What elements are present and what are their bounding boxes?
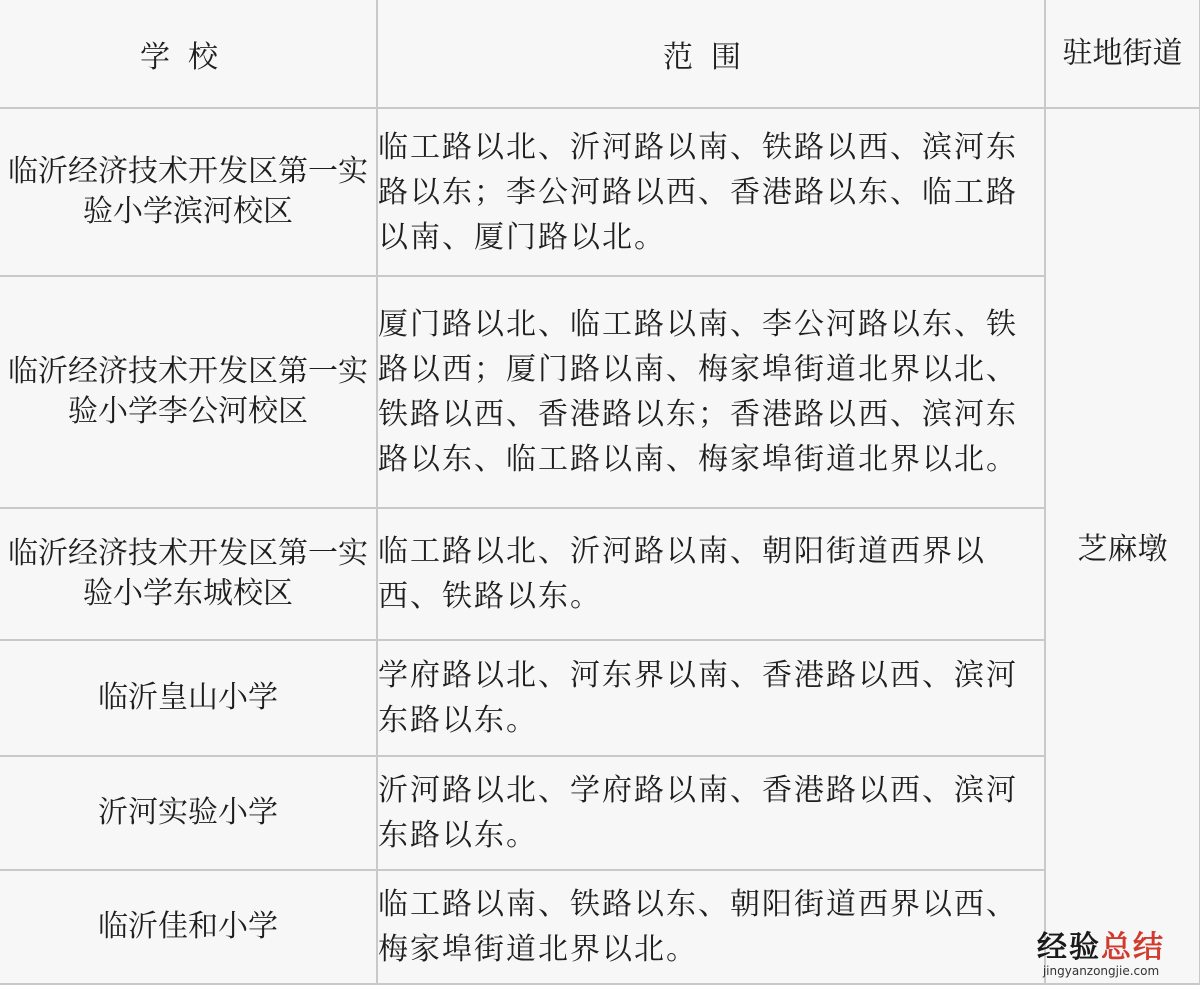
table-row (0, 508, 1200, 640)
range-text: 沂河路以北、学府路以南、香港路以西、滨河东路以东。 (377, 756, 1045, 870)
header-school: 学校 (0, 0, 377, 108)
school-name: 临沂经济技术开发区第一实验小学李公河校区 (0, 276, 377, 508)
header-range: 范围 (377, 0, 1045, 108)
table-row (0, 276, 1200, 508)
header-street: 驻地街道 (1045, 0, 1200, 108)
header-row (0, 0, 1200, 108)
school-name: 沂河实验小学 (0, 756, 377, 870)
table-row (0, 756, 1200, 870)
range-text: 学府路以北、河东界以南、香港路以西、滨河东路以东。 (377, 640, 1045, 756)
range-text: 临工路以北、沂河路以南、铁路以西、滨河东路以东；李公河路以西、香港路以东、临工路以南、厦门路以北。 (377, 108, 1045, 276)
table-row (0, 108, 1200, 276)
range-text: 临工路以南、铁路以东、朝阳街道西界以西、梅家埠街道北界以北。 (377, 870, 1045, 984)
school-name: 临沂佳和小学 (0, 870, 377, 984)
street-name: 芝麻墩 (1045, 108, 1200, 984)
site-watermark (1016, 932, 1186, 978)
watermark-title-main: 经验 (1037, 930, 1101, 965)
school-name: 临沂经济技术开发区第一实验小学滨河校区 (0, 108, 377, 276)
range-text: 临工路以北、沂河路以南、朝阳街道西界以西、铁路以东。 (377, 508, 1045, 640)
table-row (0, 640, 1200, 756)
range-text: 厦门路以北、临工路以南、李公河路以东、铁路以西；厦门路以南、梅家埠街道北界以北、铁路以西、香港路以东；香港路以西、滨河东路以东、临工路以南、梅家埠街道北界以北。 (377, 276, 1045, 508)
watermark-url: jingyanzongjie.com (1042, 964, 1160, 978)
school-name: 临沂经济技术开发区第一实验小学东城校区 (0, 508, 377, 640)
watermark-title (1016, 932, 1186, 964)
watermark-title-accent: 总结 (1101, 930, 1165, 965)
school-name: 临沂皇山小学 (0, 640, 377, 756)
